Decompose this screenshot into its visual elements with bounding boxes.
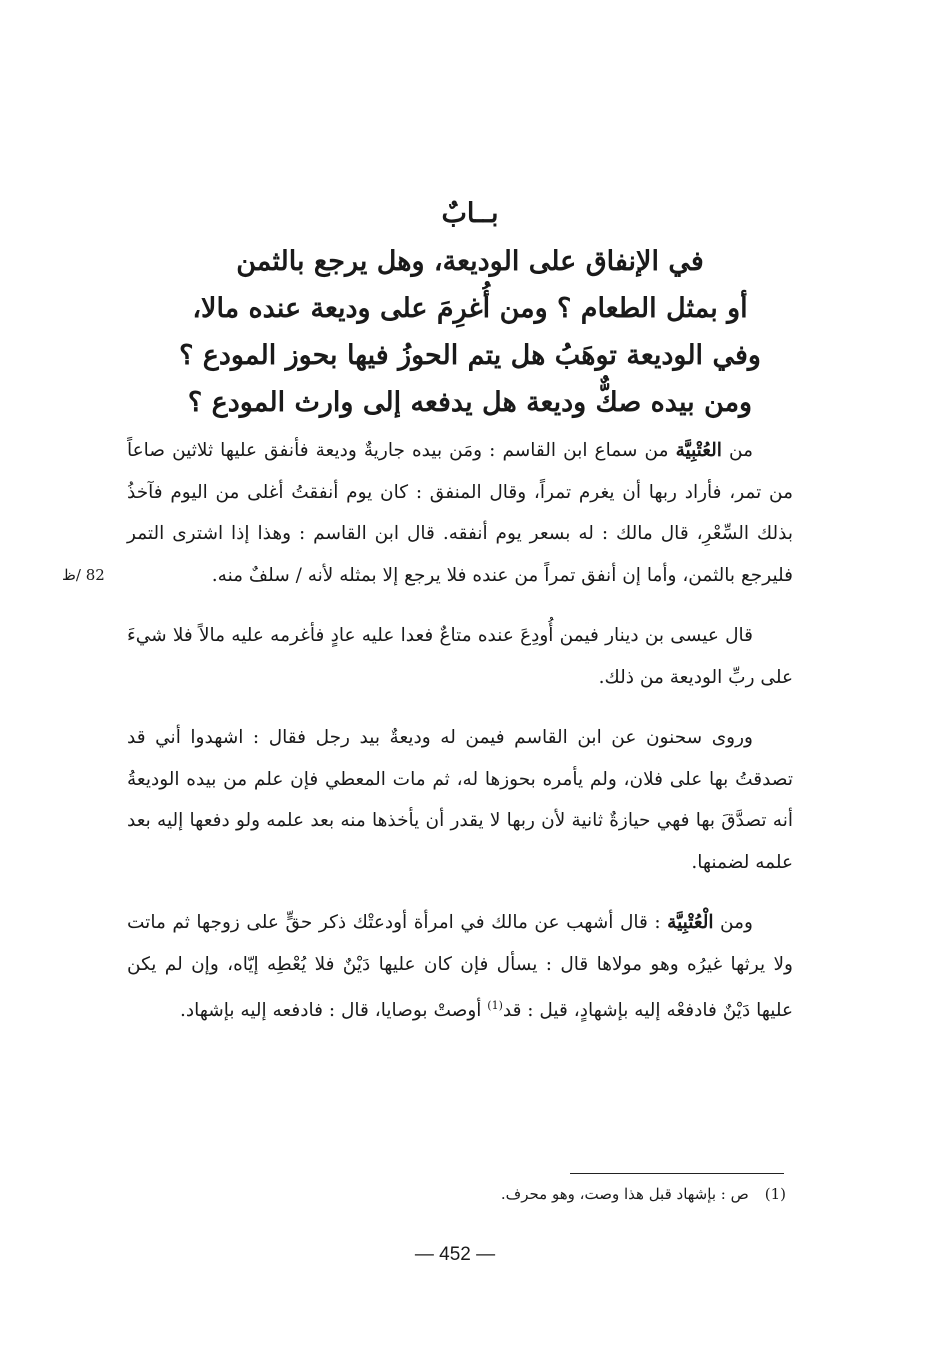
body-text	[127, 430, 793, 1051]
source-title: العُتْبِيَّة	[675, 440, 722, 461]
chapter-title-line: وفي الوديعة توهَبُ هل يتم الحوزُ فيها بحوز المودع ؟	[179, 340, 761, 371]
footnote-reference: (1)	[487, 999, 503, 1012]
paragraph-text: قال عيسى بن دينار فيمن أُودِعَ عنده متاعٌ فعدا عليه عادٍ فأغرمه عليه مالاً فلا شيءَ على ربِّ الوديعة من ذلك.	[127, 625, 793, 688]
paragraph-lead: ومن	[713, 912, 753, 933]
paragraph	[127, 615, 793, 698]
chapter-title-line: ومن بيده صكٌّ وديعة هل يدفعه إلى وارث المودع ؟	[187, 387, 753, 418]
footnote-text: ص : بإشهاد قبل هذا وصت، وهو محرف.	[500, 1185, 749, 1203]
paragraph-lead: من	[721, 440, 753, 461]
paragraph	[127, 430, 793, 596]
paragraph-text: أوصتْ بوصايا، قال : فادفعه إليه بإشهاد.	[179, 1000, 488, 1022]
chapter-title-line: أو بمثل الطعام ؟ ومن أُغرِمَ على وديعة عنده مالا،	[192, 293, 748, 324]
paragraph-text: وروى سحنون عن ابن القاسم فيمن له وديعةٌ بيد رجل فقال : اشهدوا أني قد تصدقتُ بها على فلان، ولم يأمره بحوزها له، ثم مات المعطي فإن علم من بيده الوديعةُ أنه تصدَّقَ بها فهي حيازةٌ ثانية لأن ربها لا يقدر أن يأخذها منه بعد علمه ولو دفعها إليه بعد علمه لضمنها.	[127, 727, 793, 873]
footnote-number: (1)	[764, 1185, 786, 1203]
paragraph-text: من سماع ابن القاسم : ومَن بيده جاريةٌ وديعة فأنفق عليها ثلاثين صاعاً من تمر، فأراد ربها أن يغرم تمراً، وقال المنفق : كان يوم أنفقتُ أغلى من اليوم فآخذُ بذلك السِّعْرِ، قال مالك : له بسعر يوم أنفقه. قال ابن القاسم : وهذا إذا اشترى التمر فليرجع بالثمن، وأما إن أنفق تمراً من عنده فلا يرجع إلا بمثله لأنه / سلفٌ منه.	[127, 440, 793, 586]
footnote	[380, 1180, 786, 1208]
page-number: — 452 —	[414, 1244, 496, 1265]
footnote-divider	[570, 1173, 784, 1174]
chapter-heading	[150, 196, 790, 426]
manuscript-folio-note: 82 /ظ	[62, 566, 105, 584]
chapter-title-line: في الإنفاق على الوديعة، وهل يرجع بالثمن	[236, 246, 704, 277]
chapter-label: بــابٌ	[441, 198, 499, 229]
paragraph	[127, 902, 793, 1032]
source-title: الْعُتْبِيَّة	[667, 912, 714, 933]
paragraph	[127, 717, 793, 883]
paragraph-text: : قال أشهب عن مالك في امرأة أودعتْك ذكر حقٍّ على زوجها ثم ماتت ولا يرثها غيرُه وهو مولاها قال : يسأل فإن كان عليها دَيْنٌ فلا يُعْطِه إيّاه، وإن لم يكن عليها دَيْنٌ فادفعْه إليه بإشهادٍ، قيل : قد	[127, 912, 793, 1022]
